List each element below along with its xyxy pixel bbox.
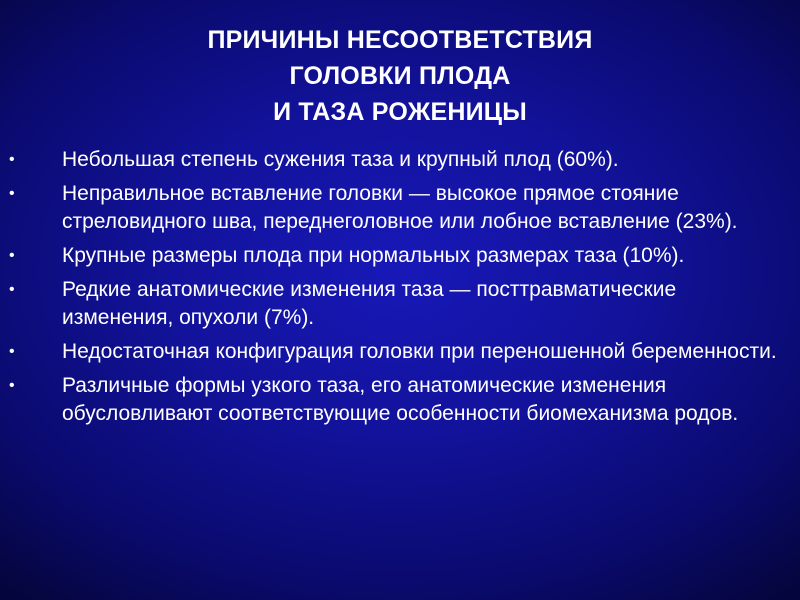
bullet-text: Неправильное вставление головки — высокое прямое стояние стреловидного шва, переднеголовное или лобное вставление (23%). <box>62 182 738 233</box>
title-line-2: ГОЛОВКИ ПЛОДА <box>289 62 511 90</box>
list-item <box>0 372 800 428</box>
bullet-text: Крупные размеры плода при нормальных размерах таза (10%). <box>62 244 685 267</box>
list-item <box>0 242 800 270</box>
bullet-icon: • <box>9 343 15 360</box>
title-line-3: И ТАЗА РОЖЕНИЦЫ <box>273 98 527 126</box>
bullet-icon: • <box>9 377 15 394</box>
slide-title <box>0 22 800 130</box>
bullet-icon: • <box>9 185 15 202</box>
bullet-icon: • <box>9 247 15 264</box>
bullet-text: Небольшая степень сужения таза и крупный плод (60%). <box>62 148 619 171</box>
list-item <box>0 180 800 236</box>
bullet-text: Редкие анатомические изменения таза — посттравматические изменения, опухоли (7%). <box>62 278 677 329</box>
bullet-list <box>0 146 800 434</box>
bullet-text: Различные формы узкого таза, его анатомические изменения обусловливают соответствующие особенности биомеханизма родов. <box>62 374 739 425</box>
list-item <box>0 338 800 366</box>
bullet-text: Недостаточная конфигурация головки при переношенной беременности. <box>62 340 777 363</box>
list-item <box>0 146 800 174</box>
title-line-1: ПРИЧИНЫ НЕСООТВЕТСТВИЯ <box>207 26 593 54</box>
bullet-icon: • <box>9 281 15 298</box>
list-item <box>0 276 800 332</box>
bullet-icon: • <box>9 151 15 168</box>
